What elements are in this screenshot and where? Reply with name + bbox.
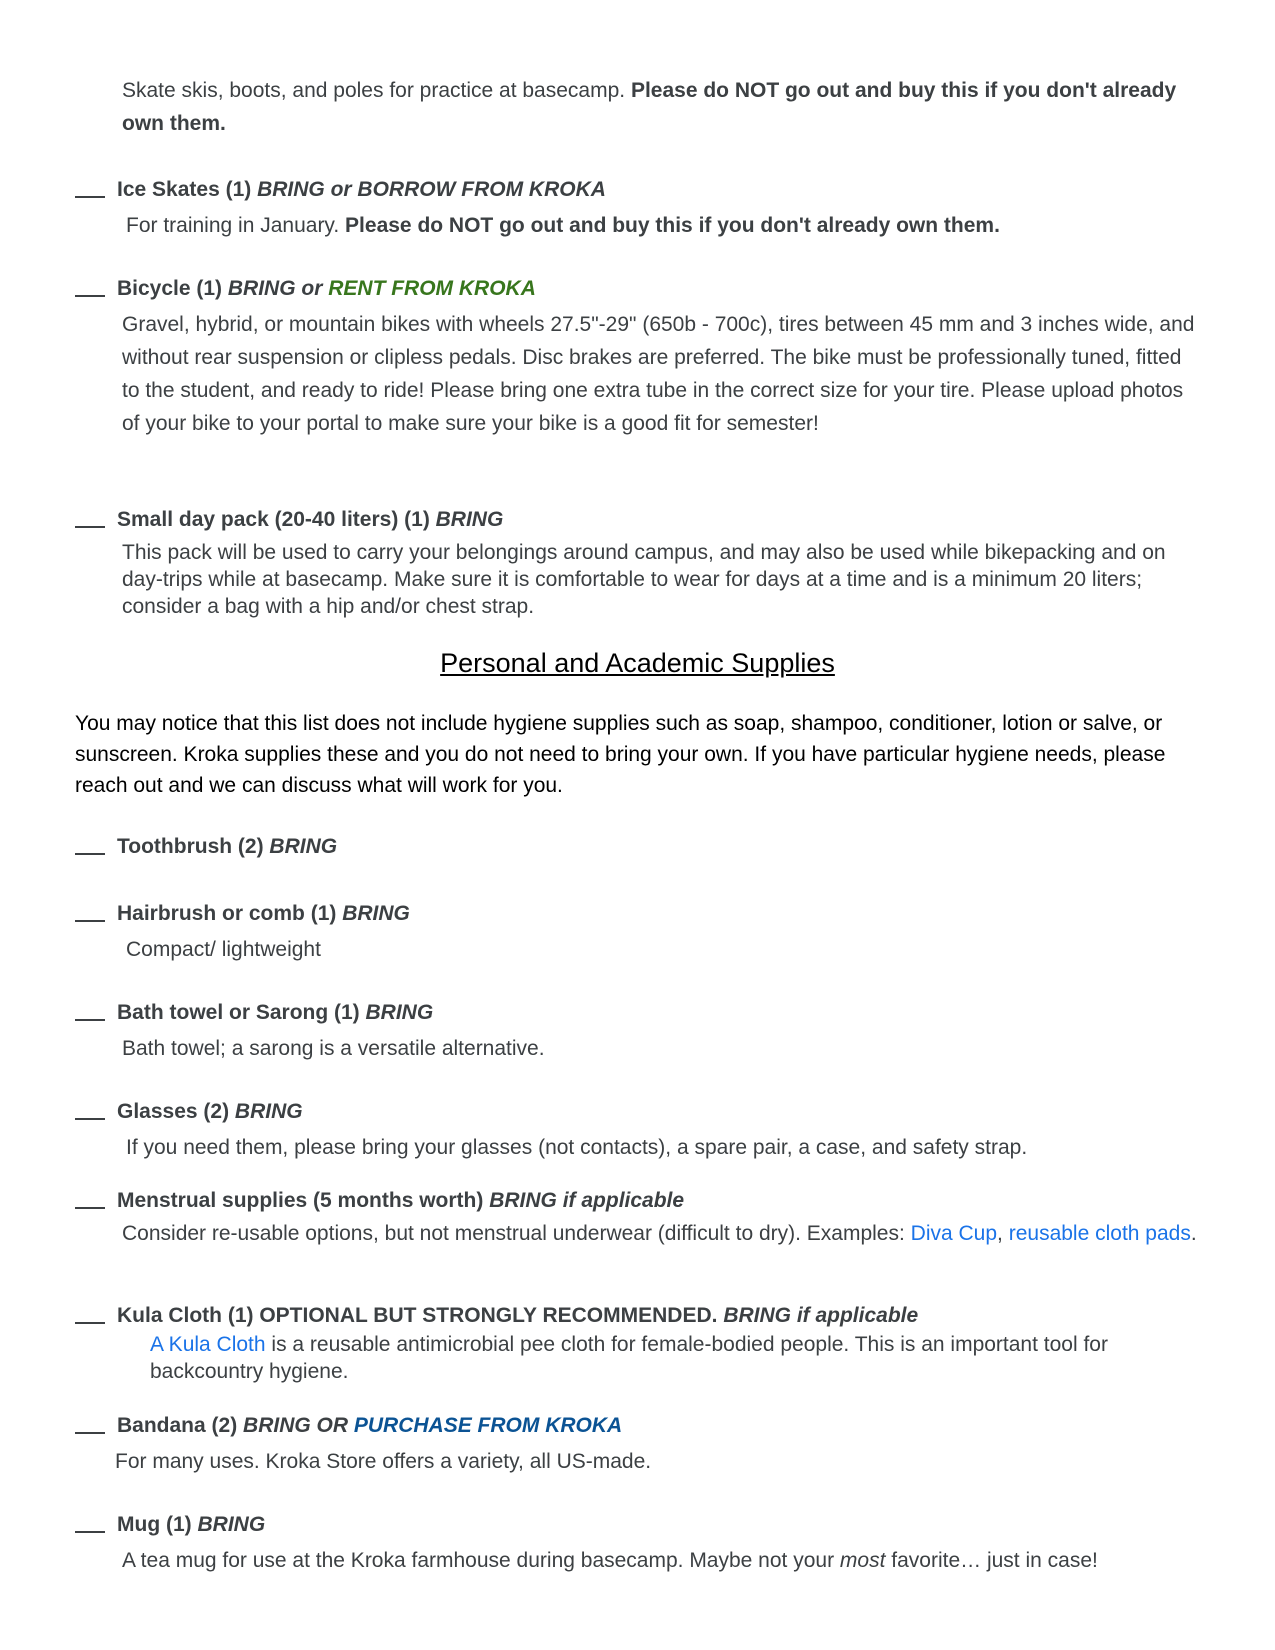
diva-cup-link[interactable]: Diva Cup xyxy=(910,1222,998,1245)
item-tag: BRING xyxy=(342,902,410,925)
checkbox-blank[interactable] xyxy=(75,526,105,528)
item-tag: BRING OR xyxy=(243,1414,354,1437)
cloth-pads-link[interactable]: reusable cloth pads xyxy=(1008,1222,1191,1245)
item-desc: For training in January. xyxy=(126,214,346,237)
section-heading: Personal and Academic Supplies xyxy=(440,648,835,678)
item-title: Bandana (2) xyxy=(117,1414,244,1437)
item-ice-skates xyxy=(75,176,1000,242)
item-tag: BRING if applicable xyxy=(723,1304,919,1327)
item-toothbrush xyxy=(75,833,337,861)
item-desc: Consider re-usable options, but not menstrual underwear (difficult to dry). Examples: xyxy=(122,1222,911,1245)
warning-text: Please do NOT go out and buy this if you don't already own them. xyxy=(122,79,1177,135)
item-mug xyxy=(75,1511,1098,1577)
item-tag: BRING xyxy=(234,1100,303,1123)
item-tag: BRING xyxy=(365,1001,434,1024)
checkbox-blank[interactable] xyxy=(75,1322,105,1324)
checkbox-blank[interactable] xyxy=(75,1432,105,1434)
item-title: Toothbrush (2) xyxy=(117,835,270,858)
item-desc-end: favorite… just in case! xyxy=(885,1549,1098,1572)
item-title: Mug (1) xyxy=(117,1513,198,1536)
item-desc: This pack will be used to carry your belongings around campus, and may also be used while bikepacking and on day-trips while at basecamp. Make sure it is comfortable to wear for days at a time and is a minimum 20 liters; consider a bag with a hip and/or chest strap. xyxy=(122,541,1166,618)
item-tag: BRING xyxy=(435,508,504,531)
separator: , xyxy=(997,1222,1009,1245)
item-tag: BRING or xyxy=(227,277,329,300)
checkbox-blank[interactable] xyxy=(75,295,105,297)
item-kula-cloth xyxy=(75,1302,1200,1385)
item-desc: Bath towel; a sarong is a versatile alternative. xyxy=(122,1037,545,1060)
kula-cloth-link[interactable]: A Kula Cloth xyxy=(150,1333,266,1356)
checkbox-blank[interactable] xyxy=(75,1531,105,1533)
item-hairbrush xyxy=(75,900,410,966)
purchase-link[interactable]: PURCHASE FROM KROKA xyxy=(353,1414,623,1437)
item-bicycle xyxy=(75,275,1202,440)
desc-text: Skate skis, boots, and poles for practice at basecamp. xyxy=(122,79,631,102)
item-desc: For many uses. Kroka Store offers a variety, all US-made. xyxy=(115,1450,652,1473)
item-tag: BRING xyxy=(197,1513,266,1536)
item-desc: If you need them, please bring your glasses (not contacts), a spare pair, a case, and safety strap. xyxy=(126,1136,1028,1159)
item-bandana xyxy=(75,1412,651,1478)
item-bath-towel xyxy=(75,999,545,1065)
skate-skis-description xyxy=(122,74,1202,140)
emphasis: most xyxy=(839,1549,886,1572)
checkbox-blank[interactable] xyxy=(75,196,105,198)
checkbox-blank[interactable] xyxy=(75,853,105,855)
item-title: Menstrual supplies (5 months worth) xyxy=(117,1189,490,1212)
item-title: Hairbrush or comb (1) xyxy=(117,902,343,925)
item-desc: A tea mug for use at the Kroka farmhouse during basecamp. Maybe not your xyxy=(122,1549,840,1572)
item-tag: BRING or BORROW FROM KROKA xyxy=(257,178,606,201)
item-glasses xyxy=(75,1098,1027,1164)
checkbox-blank[interactable] xyxy=(75,1207,105,1209)
rent-tag: RENT FROM KROKA xyxy=(328,277,536,300)
section-intro: You may notice that this list does not include hygiene supplies such as soap, shampoo, conditioner, lotion or salve, or sunscreen. Kroka supplies these and you do not need to bring your own. If you have particular hygiene needs, please reach out and we can discuss what will work for you. xyxy=(75,712,1166,797)
item-title: Glasses (2) xyxy=(117,1100,235,1123)
checkbox-blank[interactable] xyxy=(75,920,105,922)
item-tag: BRING xyxy=(269,835,338,858)
item-tag: BRING if applicable xyxy=(489,1189,685,1212)
item-title: Ice Skates (1) xyxy=(117,178,258,201)
item-title: Bicycle (1) xyxy=(117,277,228,300)
item-desc: Gravel, hybrid, or mountain bikes with wheels 27.5"-29" (650b - 700c), tires between 45 mm and 3 inches wide, and without rear suspension or clipless pedals. Disc brakes are preferred. The bike must be professionally tuned, fitted to the student, and ready to ride! Please bring one extra tube in the correct size for your tire. Please upload photos of your bike to your portal to make sure your bike is a good fit for semester! xyxy=(122,313,1195,435)
item-desc: is a reusable antimicrobial pee cloth for female-bodied people. This is an important tool for backcountry hygiene. xyxy=(150,1333,1108,1383)
item-menstrual xyxy=(75,1187,1202,1247)
item-title: Kula Cloth (1) OPTIONAL BUT STRONGLY RECOMMENDED. xyxy=(117,1304,724,1327)
item-title: Small day pack (20-40 liters) (1) xyxy=(117,508,436,531)
checkbox-blank[interactable] xyxy=(75,1118,105,1120)
period: . xyxy=(1190,1222,1197,1245)
checkbox-blank[interactable] xyxy=(75,1019,105,1021)
warning-text: Please do NOT go out and buy this if you don't already own them. xyxy=(345,214,1000,237)
item-desc: Compact/ lightweight xyxy=(126,938,321,961)
item-day-pack xyxy=(75,506,1202,620)
item-title: Bath towel or Sarong (1) xyxy=(117,1001,366,1024)
